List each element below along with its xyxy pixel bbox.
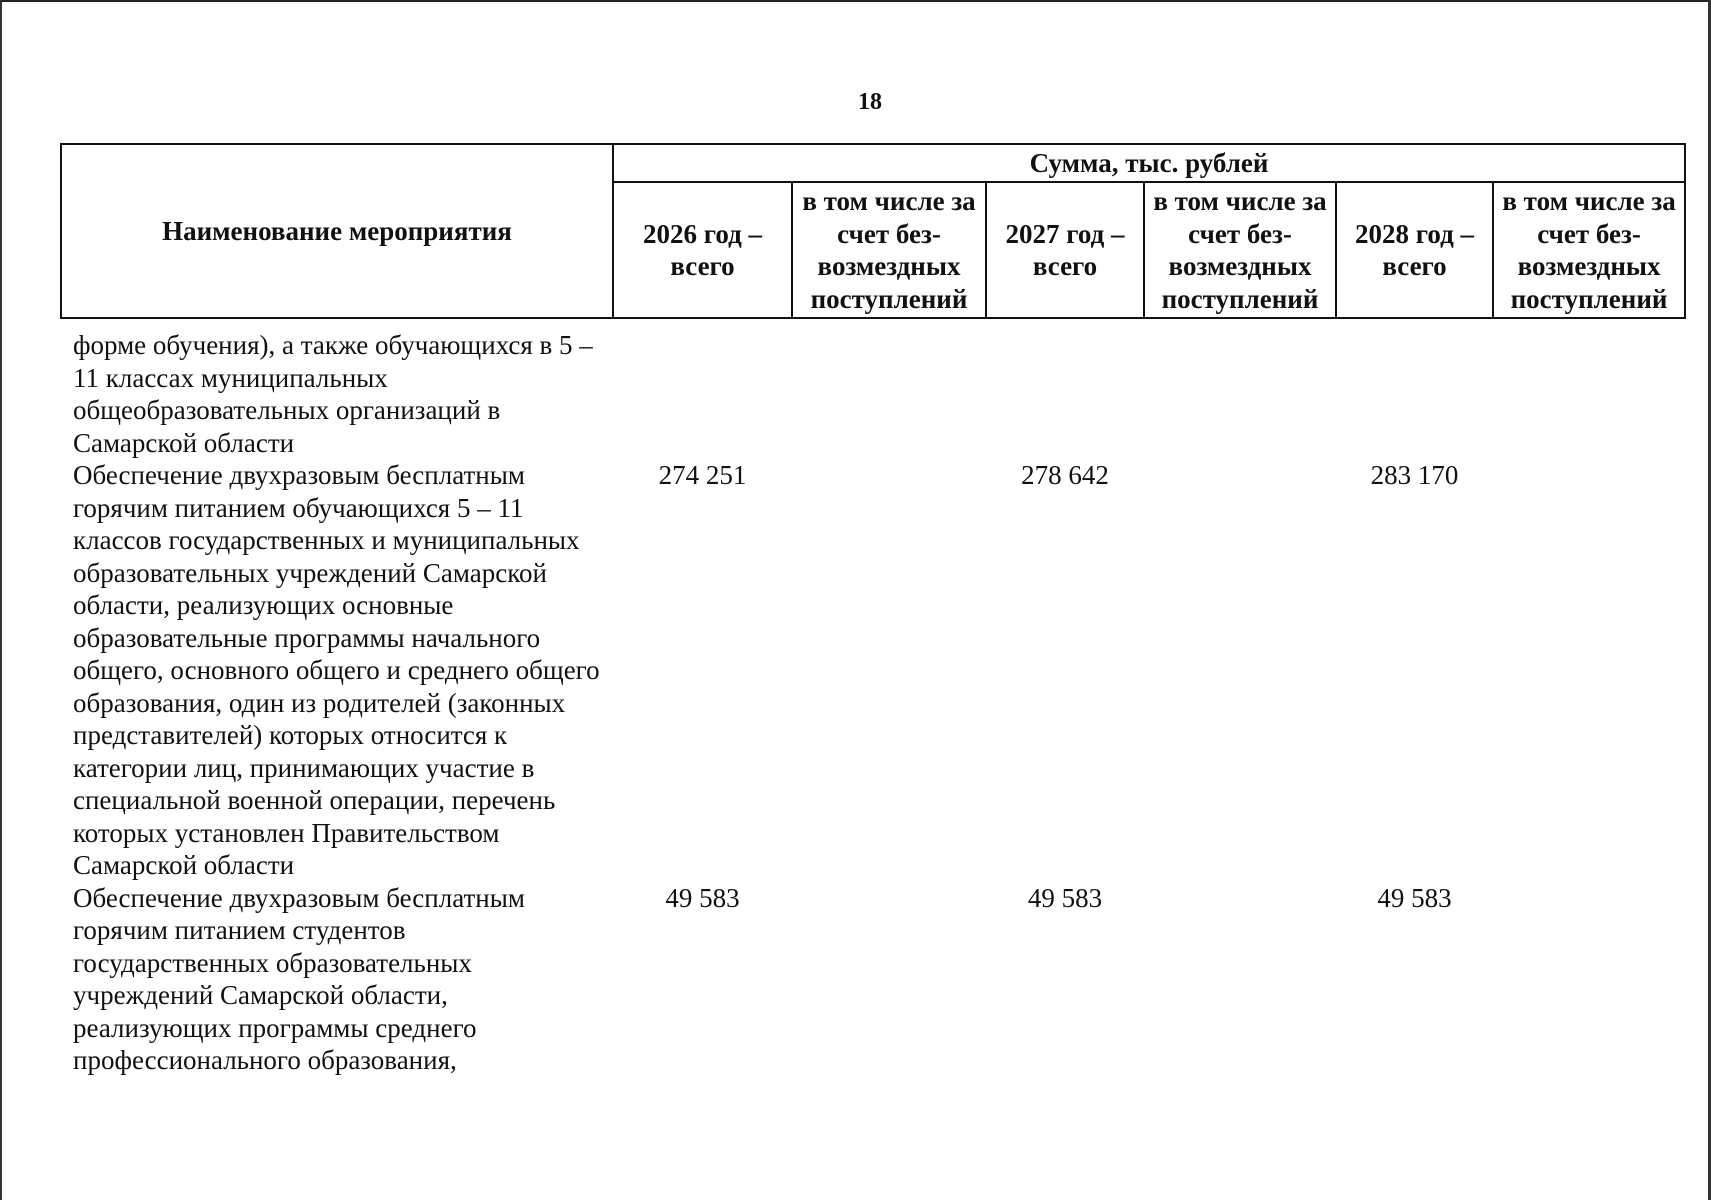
row-2028-free [1493,459,1685,882]
row-2026-free [792,882,986,1077]
scan-edge-left [0,0,2,1200]
header-2026-total: 2026 год – всего [613,182,792,318]
row-2028-total [1336,318,1493,459]
scan-edge-top [0,0,1711,2]
row-2026-total: 49 583 [665,882,740,913]
row-2028-free [1493,318,1685,459]
row-2028-total: 49 583 [1377,882,1452,913]
row-2026-free [792,318,986,459]
header-2028-free: в том числе за счет без-возмездных поступлений [1493,182,1685,318]
row-2026-free [792,459,986,882]
page-number: 18 [858,89,882,115]
header-name-column: Наименование мероприятия [61,144,613,318]
header-2027-total: 2027 год – всего [986,182,1144,318]
row-2026-total [613,318,792,459]
row-2027-free [1144,459,1336,882]
row-2027-total: 49 583 [1027,882,1103,913]
table-row [61,459,1685,882]
budget-table [60,143,1686,1077]
table-body [61,318,1685,1077]
table-header [61,144,1685,318]
header-sum-group: Сумма, тыс. рублей [613,144,1685,182]
row-2028-free [1493,882,1685,1077]
row-2027-free [1144,318,1336,459]
row-2027-total [986,318,1144,459]
row-2027-free [1144,882,1336,1077]
row-2028-total: 283 170 [1370,460,1459,490]
table-row [61,318,1685,459]
header-2028-total: 2028 год – всего [1336,182,1493,318]
row-name: Обеспечение двухразовым бесплатным горячим питанием студентов государственных образовательных учреждений Самарской области, реализующих программы среднего профессионального образования, [73,882,525,1075]
row-2026-total: 274 251 [658,460,747,490]
header-2027-free: в том числе за счет без-возмездных поступлений [1144,182,1336,318]
header-2026-free: в том числе за счет без-возмездных поступлений [792,182,986,318]
table-row [61,882,1685,1077]
row-name: форме обучения), а также обучающихся в 5 – 11 классах муниципальных общеобразовательных организаций в Самарской области [73,330,593,458]
row-2027-total: 278 642 [1021,460,1109,490]
row-name: Обеспечение двухразовым бесплатным горячим питанием обучающихся 5 – 11 классов государственных и муниципальных образовательных учреждений Самарской области, реализующих основные образовательные программы начального общего, основного общего и среднего общего образования, один из родителей (законных представителей) которых относится к категории лиц, принимающих участие в специальной военной операции, перечень которых установлен Правительством Самарской области [73,460,600,880]
